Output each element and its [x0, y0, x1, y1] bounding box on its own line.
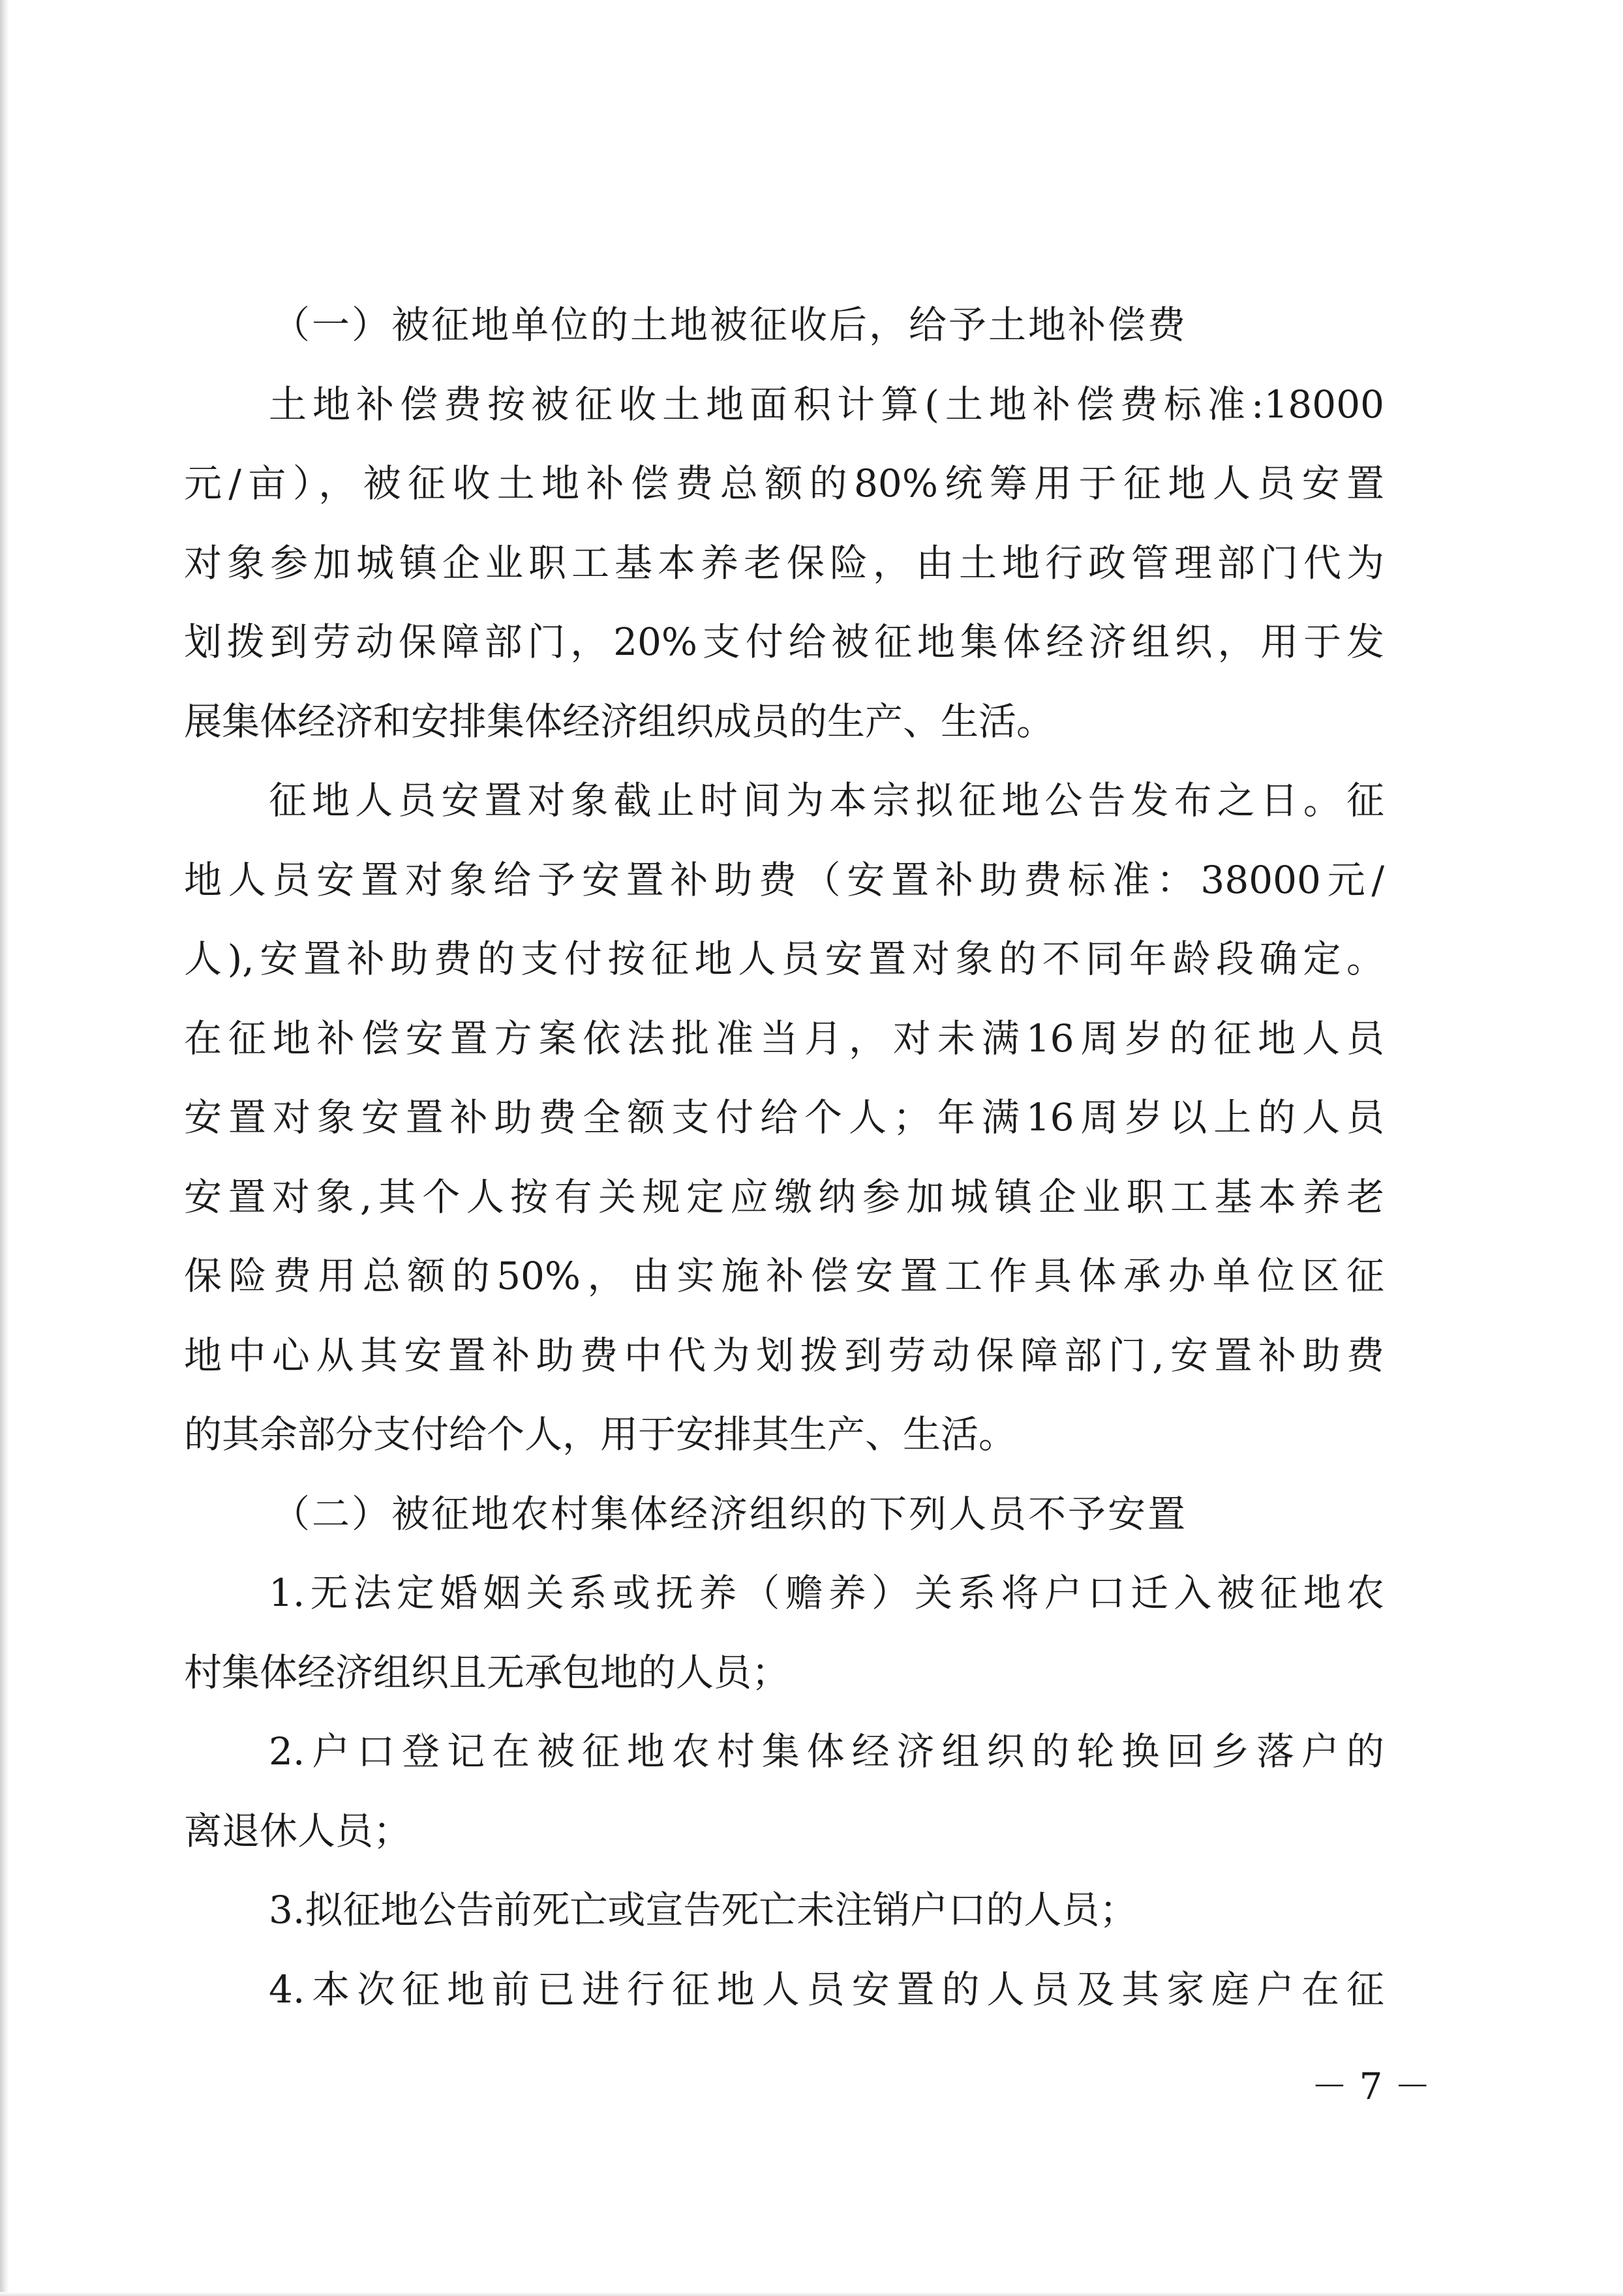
- paragraph-line: 安置对象,其个人按有关规定应缴纳参加城镇企业职工基本养老: [184, 1174, 1384, 1219]
- scanned-page-left-edge: [0, 0, 9, 2296]
- paragraph-line: 保险费用总额的50%，由实施补偿安置工作具体承办单位区征: [184, 1254, 1384, 1298]
- section-heading-1: （一）被征地单位的土地被征收后，给予土地补偿费: [272, 303, 1188, 347]
- section-heading-2: （二）被征地农村集体经济组织的下列人员不予安置: [272, 1491, 1188, 1536]
- list-item-2-line: 离退休人员；: [184, 1808, 412, 1853]
- paragraph-line: 对象参加城镇企业职工基本养老保险，由土地行政管理部门代为: [184, 540, 1384, 585]
- list-item-3-line: 3.拟征地公告前死亡或宣告死亡未注销户口的人员；: [269, 1888, 1138, 1932]
- paragraph-line: 征地人员安置对象截止时间为本宗拟征地公告发布之日。征: [269, 778, 1384, 823]
- page-number: － 7 －: [1311, 2066, 1431, 2108]
- list-item-1-line: 村集体经济组织且无承包地的人员；: [184, 1650, 790, 1695]
- paragraph-line: 在征地补偿安置方案依法批准当月，对未满16周岁的征地人员: [184, 1016, 1384, 1061]
- list-item-1-line: 1.无法定婚姻关系或抚养（赡养）关系将户口迁入被征地农: [269, 1571, 1384, 1615]
- paragraph-line: 人),安置补助费的支付按征地人员安置对象的不同年龄段确定。: [184, 937, 1384, 981]
- paragraph-line: 土地补偿费按被征收土地面积计算(土地补偿费标准:18000: [269, 382, 1384, 427]
- paragraph-line: 地人员安置对象给予安置补助费（安置补助费标准：38000元/: [184, 857, 1384, 902]
- list-item-4-line: 4.本次征地前已进行征地人员安置的人员及其家庭户在征: [269, 1967, 1384, 2012]
- document-body: [184, 286, 1384, 2029]
- paragraph-line: 地中心从其安置补助费中代为划拨到劳动保障部门,安置补助费: [184, 1333, 1384, 1378]
- paragraph-line: 安置对象安置补助费全额支付给个人；年满16周岁以上的人员: [184, 1095, 1384, 1140]
- paragraph-line: 元/亩），被征收土地补偿费总额的80%统筹用于征地人员安置: [184, 461, 1384, 506]
- paragraph-line: 划拨到劳动保障部门，20%支付给被征地集体经济组织，用于发: [184, 620, 1384, 664]
- list-item-2-line: 2.户口登记在被征地农村集体经济组织的轮换回乡落户的: [269, 1729, 1384, 1774]
- scanned-page-bottom-edge: [0, 2292, 1623, 2296]
- paragraph-line: 展集体经济和安排集体经济组织成员的生产、生活。: [184, 699, 1055, 744]
- paragraph-line: 的其余部分支付给个人，用于安排其生产、生活。: [184, 1412, 1017, 1457]
